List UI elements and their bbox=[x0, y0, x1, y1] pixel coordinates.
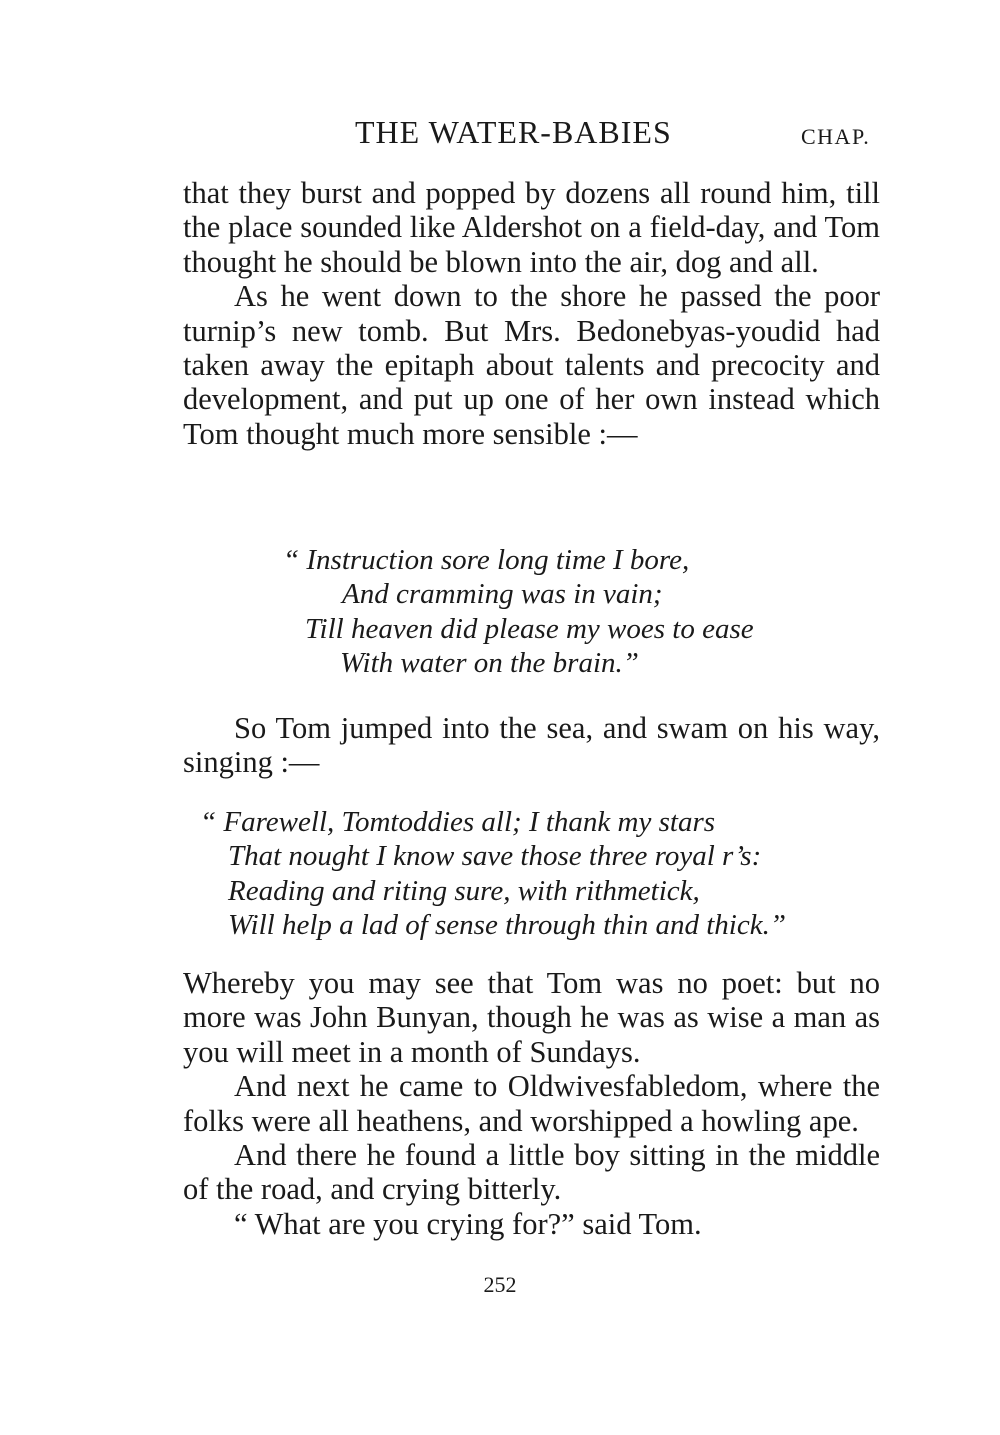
running-head-title: THE WATER-BABIES bbox=[355, 114, 672, 150]
verse-line: “ Instruction sore long time I bore, bbox=[283, 544, 690, 576]
text-block-singing bbox=[183, 711, 880, 780]
verse-line: “ Farewell, Tomtoddies all; I thank my stars bbox=[200, 806, 716, 838]
verse-line: With water on the brain.” bbox=[340, 647, 639, 680]
text-block-opening bbox=[183, 176, 880, 451]
paragraph-singing: So Tom jumped into the sea, and swam on his way, singing :— bbox=[183, 711, 880, 780]
text-block-closing bbox=[183, 966, 880, 1241]
running-head-chapter: CHAP. bbox=[801, 124, 871, 149]
paragraph-bunyan: Whereby you may see that Tom was no poet: but no more was John Bunyan, though he was as wise a man as you will meet in a month of Sundays. bbox=[183, 966, 880, 1069]
paragraph-oldwivesfabledom: And next he came to Oldwivesfabledom, where the folks were all heathens, and worshipped a howling ape. bbox=[183, 1069, 880, 1138]
paragraph-continued: that they burst and popped by dozens all round him, till the place sounded like Aldershot on a field-day, and Tom thought he should be blown into the air, dog and all. bbox=[183, 176, 880, 279]
verse-line: Will help a lad of sense through thin and thick.” bbox=[228, 909, 786, 942]
paragraph-little-boy: And there he found a little boy sitting in the middle of the road, and crying bitterly. bbox=[183, 1138, 880, 1207]
verse-line: That nought I know save those three royal r’s: bbox=[228, 840, 762, 873]
paragraph-dialogue: “ What are you crying for?” said Tom. bbox=[234, 1206, 702, 1241]
verse-line: Till heaven did please my woes to ease bbox=[305, 612, 754, 645]
verse-line: Reading and riting sure, with rithmetick, bbox=[228, 874, 700, 907]
paragraph-turnip-tomb: As he went down to the shore he passed the poor turnip’s new tomb. But Mrs. Bedonebyas-youdid had taken away the epitaph about talents and precocity and development, and put up one of her own instead which Tom thought much more sensible :— bbox=[183, 279, 880, 451]
epitaph-verse bbox=[283, 543, 754, 681]
verse-line: And cramming was in vain; bbox=[342, 578, 663, 611]
page-number: 252 bbox=[483, 1272, 517, 1297]
farewell-verse bbox=[200, 805, 786, 943]
